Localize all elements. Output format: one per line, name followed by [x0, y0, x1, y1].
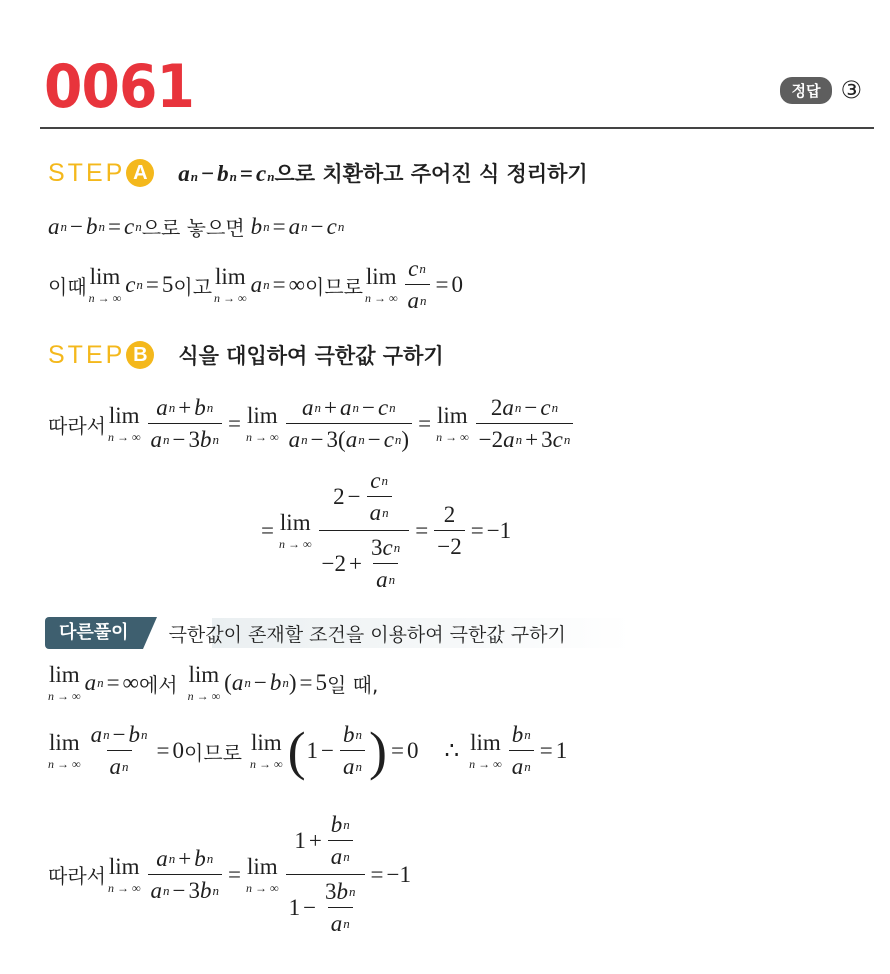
alt-solution-tag: 다른풀이 [45, 617, 143, 649]
alt-ratio-line: lim n → ∞ a n − b n a n = 0 이므로 lim n → ∞ ( 1 − b n a n ) = 0 ∴ lim n → ∞ b n a n = 1 [48, 721, 568, 781]
alt-solution-heading [45, 617, 566, 649]
substitution-line: a n − b n = c n 으로 놓으면 b n = a n − c n [48, 213, 345, 240]
step-a-title-text: 으로 치환하고 주어진 식 정리하기 [274, 162, 588, 186]
lim-symbol: lim n → ∞ [107, 853, 141, 895]
text-ttaraseo2: 따라서 [48, 864, 106, 888]
problem-header [40, 52, 872, 132]
text-eseo: 에서 [138, 672, 178, 697]
fraction: $\frac{2}{-2}$ [434, 502, 464, 560]
lim-symbol: lim n → ∞ [469, 730, 502, 771]
step-b-title: 식을 대입하여 극한값 구하기 [178, 344, 444, 368]
lim-symbol: lim n → ∞ [246, 853, 279, 895]
alt-tag-slant [143, 617, 157, 649]
fraction: a n + b n a n − 3 b n [148, 846, 222, 904]
problem-number: 0061 [44, 52, 194, 122]
fraction: 2 a n − c n − 2 a n + 3 c n [476, 395, 574, 453]
lim-symbol: lim n → ∞ [187, 662, 221, 703]
complex-fraction: 2 − c n a n −2 + 3 c n a n [319, 468, 410, 593]
lim-symbol: lim n → ∞ [246, 403, 279, 444]
lim-symbol: lim n → ∞ [250, 730, 283, 771]
lim-symbol: lim n → ∞ [48, 662, 81, 703]
fraction: b n a n [509, 722, 534, 780]
text-substitute: 으로 놓으면 [141, 216, 245, 240]
complex-fraction: 1 + b n a n 1 − 3 b n a n [286, 812, 365, 937]
fraction: b n a n [328, 812, 353, 870]
alt-solution-title: 극한값이 존재할 조건을 이용하여 극한값 구하기 [168, 623, 566, 646]
limit-conditions-line: 이때 lim n → ∞ c n = 5 이고 lim n → ∞ a n = ∞ 이므로 lim n → ∞ c n a n = 0 [48, 256, 464, 313]
lim-symbol: lim n → ∞ [214, 264, 247, 305]
text-ttaraseo: 따라서 [48, 413, 106, 438]
fraction: 3 b n a n [325, 879, 356, 936]
simplified-limit-line: = lim n → ∞ 2 − c n a n −2 + 3 c n a n = $\frac{2}{-2}$ = −1 [261, 468, 512, 592]
step-b-heading [48, 340, 444, 370]
fraction: c n a n [367, 468, 392, 526]
step-a-letter: A [126, 159, 154, 187]
lim-symbol: lim n → ∞ [278, 509, 312, 551]
answer-label-badge: 정답 [780, 77, 833, 104]
lim-symbol: lim n → ∞ [107, 403, 141, 444]
step-b-letter: B [126, 341, 154, 369]
text-imeuro: 이므로 [305, 274, 363, 299]
fraction: a n + a n − c n a n − 3 ( a n − c n ) [286, 395, 413, 453]
answer-area [780, 76, 863, 104]
step-a-title: a n − b n = c n 으로 치환하고 주어진 식 정리하기 [178, 158, 587, 188]
text-ittae: 이때 [48, 274, 87, 299]
alt-final-line: 따라서 lim n → ∞ a n + b n a n − 3 b n = lim n → ∞ 1 + b n a n 1 − 3 b n a n = −1 [48, 812, 412, 936]
text-il-ttae: 일 때, [326, 672, 379, 697]
lim-symbol: lim n → ∞ [364, 264, 398, 305]
answer-value: ③ [840, 76, 862, 104]
lim-symbol: lim n → ∞ [436, 403, 469, 444]
therefore-symbol: ∴ [444, 738, 460, 763]
fraction: b n a n [340, 722, 365, 780]
step-a-label: STEP [48, 158, 126, 187]
lim-symbol: lim n → ∞ [48, 730, 81, 771]
step-b-label: STEP [48, 340, 126, 369]
alt-condition-line: lim n → ∞ a n = ∞ 에서 lim n → ∞ ( a n − b n ) = 5 일 때, [48, 662, 379, 703]
lim-symbol: lim n → ∞ [88, 264, 122, 305]
text-imeuro2: 이므로 [184, 740, 242, 765]
fraction: a n + b n a n − 3 b n [148, 395, 222, 453]
fraction: 3 c n a n [371, 535, 401, 592]
main-limit-line: 따라서 lim n → ∞ a n + b n a n − 3 b n = lim n → ∞ a n + a n − c n a n − 3 ( a n − c n ) = lim n → ∞ 2 a n − c n − 2 a n + 3 c n [48, 395, 576, 453]
header-divider [40, 127, 874, 129]
text-igo: 이고 [173, 274, 213, 299]
fraction: c n a n [405, 256, 430, 314]
fraction: a n − b n a n [90, 722, 148, 779]
step-a-heading [48, 158, 588, 188]
